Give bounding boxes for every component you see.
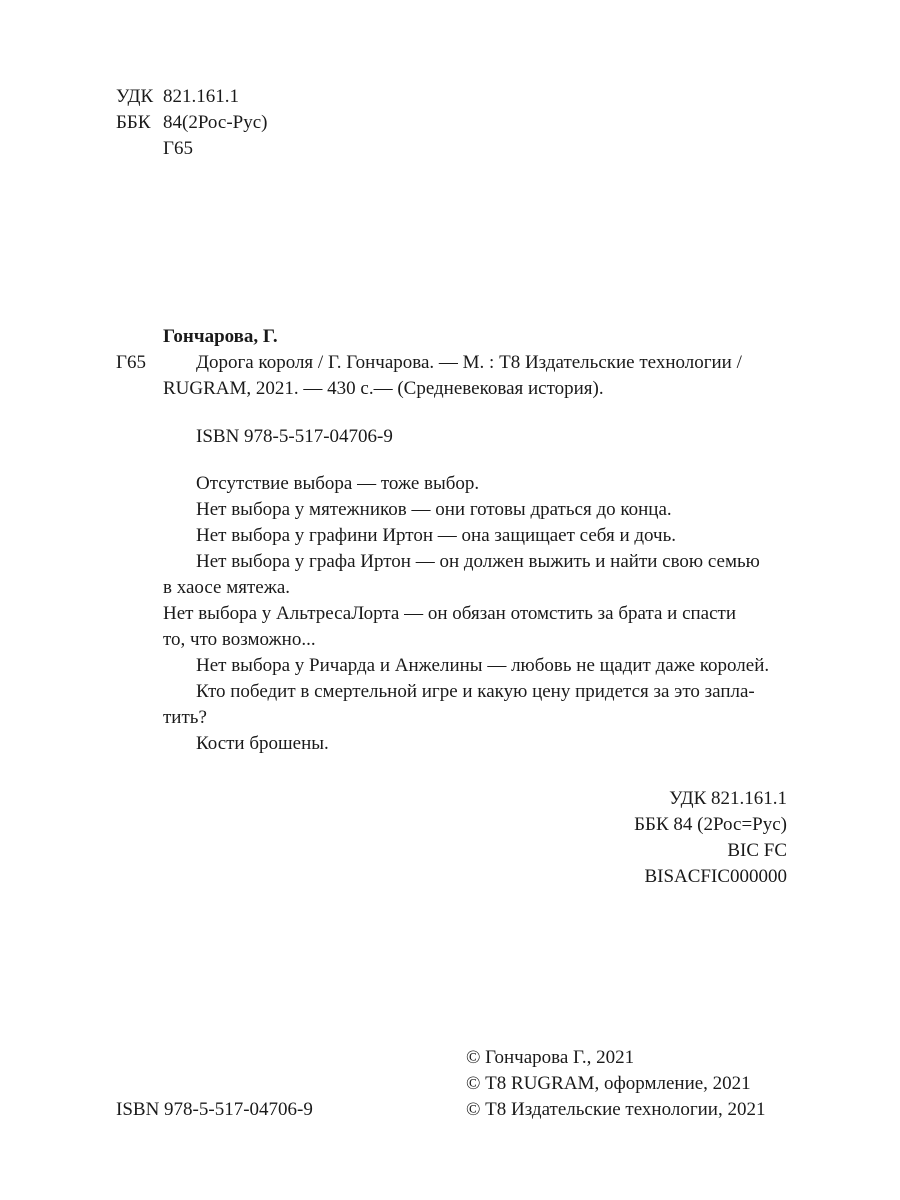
bic-code: BIC FC bbox=[727, 840, 787, 861]
udk-row bbox=[116, 84, 267, 110]
record-bibliographic-line-2: RUGRAM, 2021. — 430 с.— (Средневековая история). bbox=[163, 378, 604, 399]
record-author-code: Г65 bbox=[116, 352, 146, 373]
author-mark-row bbox=[116, 136, 267, 162]
record-bibliographic-line-1: Дорога короля / Г. Гончарова. — М. : Т8 Издательские технологии / bbox=[196, 352, 742, 373]
annotation-line: Кто победит в смертельной игре и какую цену придется за это запла- bbox=[196, 681, 755, 702]
annotation-line: Отсутствие выбора — тоже выбор. bbox=[196, 473, 480, 494]
author-mark-value: Г65 bbox=[163, 138, 193, 159]
footer-isbn: ISBN 978-5-517-04706-9 bbox=[116, 1099, 313, 1120]
copyright-line: © Гончарова Г., 2021 bbox=[466, 1047, 635, 1068]
classification-block-right bbox=[634, 786, 787, 890]
bbk-label: ББК bbox=[116, 112, 151, 133]
udk-label: УДК bbox=[116, 86, 154, 107]
bbk-code-right: ББК 84 (2Рос=Рус) bbox=[634, 814, 787, 835]
annotation-line: в хаосе мятежа. bbox=[163, 577, 291, 598]
udk-code-right: УДК 821.161.1 bbox=[669, 788, 787, 809]
udk-value: 821.161.1 bbox=[163, 86, 239, 107]
bbk-value: 84(2Рос-Рус) bbox=[163, 112, 268, 133]
copyright-line: © Т8 Издательские технологии, 2021 bbox=[466, 1099, 766, 1120]
bisac-code: BISACFIC000000 bbox=[644, 866, 787, 887]
annotation-line: Нет выбора у графини Иртон — она защищает себя и дочь. bbox=[196, 525, 677, 546]
record-author: Гончарова, Г. bbox=[163, 326, 278, 347]
annotation-line: тить? bbox=[163, 707, 207, 728]
annotation-line: то, что возможно... bbox=[163, 629, 316, 650]
annotation-line: Нет выбора у Ричарда и Анжелины — любовь не щадит даже королей. bbox=[196, 655, 770, 676]
copyright-line: © Т8 RUGRAM, оформление, 2021 bbox=[466, 1073, 751, 1094]
annotation-line: Нет выбора у АльтресаЛорта — он обязан отомстить за брата и спасти bbox=[163, 603, 737, 624]
record-isbn: ISBN 978-5-517-04706-9 bbox=[196, 426, 393, 447]
bbk-row bbox=[116, 110, 267, 136]
annotation-line: Нет выбора у графа Иртон — он должен выжить и найти свою семью bbox=[196, 551, 760, 572]
annotation-line: Нет выбора у мятежников — они готовы драться до конца. bbox=[196, 499, 672, 520]
classification-block-top bbox=[116, 84, 267, 162]
annotation-line: Кости брошены. bbox=[196, 733, 329, 754]
author-mark-label bbox=[116, 136, 163, 162]
copyright-block bbox=[466, 1045, 765, 1123]
